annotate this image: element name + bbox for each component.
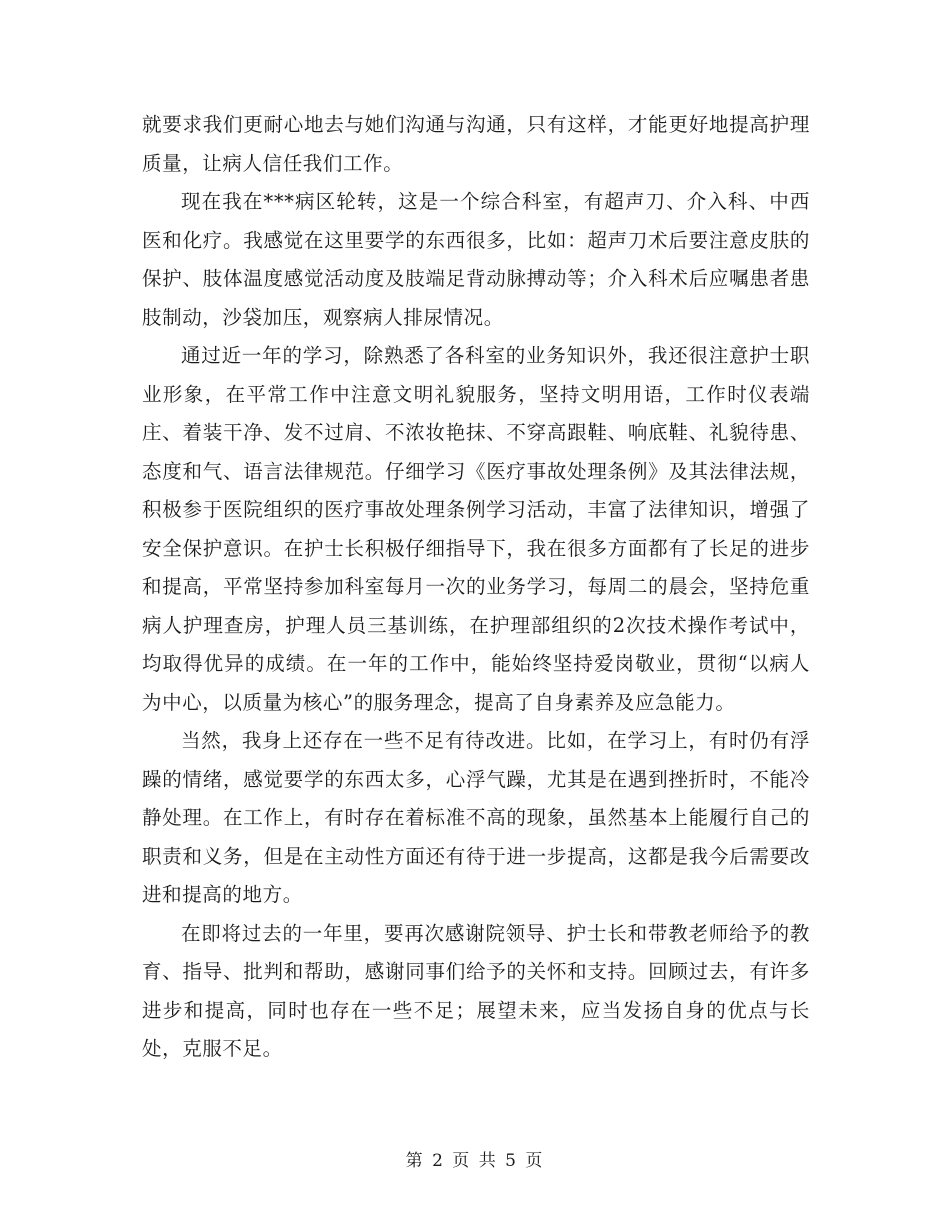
page-number-footer: 第 2 页 共 5 页: [405, 1151, 545, 1171]
paragraph-shortcomings: 当然，我身上还存在一些不足有待改进。比如，在学习上，有时仍有浮躁的情绪，感觉要学的东西太多，心浮气躁，尤其是在遇到挫折时，不能冷静处理。在工作上，有时存在着标准不高的现象，虽然基本上能履行自己的职责和义务，但是在主动性方面还有待于进一步提高，这都是我今后需要改进和提高的地方。: [142, 729, 810, 906]
document-body: [142, 106, 810, 1069]
paragraph-professional-image: 通过近一年的学习，除熟悉了各科室的业务知识外，我还很注意护士职业形象，在平常工作中注意文明礼貌服务，坚持文明用语，工作时仪表端庄、着装干净、发不过肩、不浓妆艳抹、不穿高跟鞋、响底鞋、礼貌待患、态度和气、语言法律规范。仔细学习《医疗事故处理条例》及其法律法规，积极参于医院组织的医疗事故处理条例学习活动，丰富了法律知识，增强了安全保护意识。在护士长积极仔细指导下，我在很多方面都有了长足的进步和提高，平常坚持参加科室每月一次的业务学习，每周二的晨会，坚持危重病人护理查房，护理人员三基训练，在护理部组织的2次技术操作考试中，均取得优异的成绩。在一年的工作中，能始终坚持爱岗敬业，贯彻“以病人为中心，以质量为核心”的服务理念，提高了自身素养及应急能力。: [142, 344, 810, 714]
paragraph-gratitude: 在即将过去的一年里，要再次感谢院领导、护士长和带教老师给予的教育、指导、批判和帮助，感谢同事们给予的关怀和支持。回顾过去，有许多进步和提高，同时也存在一些不足；展望未来，应当发扬自身的优点与长处，克服不足。: [142, 921, 810, 1060]
paragraph-continuation: 就要求我们更耐心地去与她们沟通与沟通，只有这样，才能更好地提高护理质量，让病人信任我们工作。: [142, 113, 810, 175]
paragraph-ward-rotation: 现在我在***病区轮转，这是一个综合科室，有超声刀、介入科、中西医和化疗。我感觉在这里要学的东西很多，比如：超声刀术后要注意皮肤的保护、肢体温度感觉活动度及肢端足背动脉搏动等；介入科术后应嘱患者患肢制动，沙袋加压，观察病人排尿情况。: [142, 190, 810, 329]
